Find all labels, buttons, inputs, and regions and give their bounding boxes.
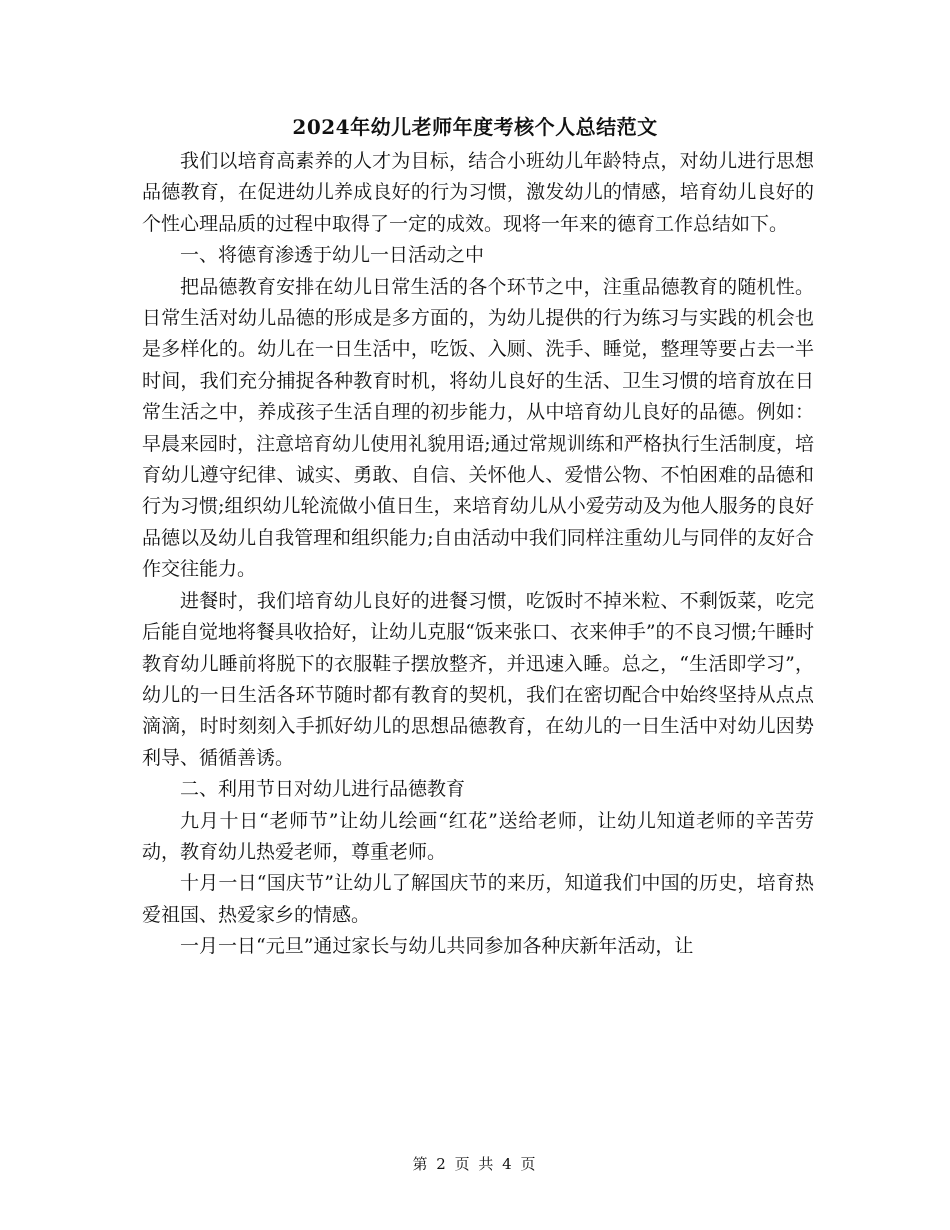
section-heading-2: 二、利用节日对幼儿进行品德教育: [180, 778, 466, 801]
section-heading-1: 一、将德育渗透于幼儿一日活动之中: [180, 244, 485, 267]
section-1-paragraph-1: 把品德教育安排在幼儿日常生活的各个环节之中，注重品德教育的随机性。日常生活对幼儿品德的形成是多方面的，为幼儿提供的行为练习与实践的机会也是多样化的。幼儿在一日生活中，吃饭、入厕、洗手、睡觉，整理等要占去一半时间，我们充分捕捉各种教育时机，将幼儿良好的生活、卫生习惯的培育放在日常生活之中，养成孩子生活自理的初步能力，从中培育幼儿良好的品德。例如：早晨来园时，注意培育幼儿使用礼貌用语;通过常规训练和严格执行生活制度，培育幼儿遵守纪律、诚实、勇敢、自信、关怀他人、爱惜公物、不怕困难的品德和行为习惯;组织幼儿轮流做小值日生，来培育幼儿从小爱劳动及为他人服务的良好品德以及幼儿自我管理和组织能力;自由活动中我们同样注重幼儿与同伴的友好合作交往能力。: [142, 275, 814, 581]
section-2-paragraph-1: 九月十日“老师节”让幼儿绘画“红花”送给老师，让幼儿知道老师的辛苦劳动，教育幼儿热爱老师，尊重老师。: [142, 809, 814, 863]
page-number: 第 2 页 共 4 页: [412, 1155, 538, 1173]
document-body: [142, 146, 814, 963]
section-1-paragraph-2: 进餐时，我们培育幼儿良好的进餐习惯，吃饭时不掉米粒、不剩饭菜，吃完后能自觉地将餐具收拾好，让幼儿克服“饭来张口、衣来伸手”的不良习惯;午睡时教育幼儿睡前将脱下的衣服鞋子摆放整齐，并迅速入睡。总之，“生活即学习”，幼儿的一日生活各环节随时都有教育的契机，我们在密切配合中始终坚持从点点滴滴，时时刻刻入手抓好幼儿的思想品德教育，在幼儿的一日生活中对幼儿因势利导、循循善诱。: [142, 589, 814, 769]
section-2-paragraph-3: 一月一日“元旦”通过家长与幼儿共同参加各种庆新年活动，让: [180, 935, 694, 958]
section-2-paragraph-2: 十月一日“国庆节”让幼儿了解国庆节的来历，知道我们中国的历史，培育热爱祖国、热爱家乡的情感。: [142, 872, 814, 926]
document-title: 2024年幼儿老师年度考核个人总结范文: [292, 115, 658, 139]
intro-paragraph: 我们以培育高素养的人才为目标，结合小班幼儿年龄特点，对幼儿进行思想品德教育，在促进幼儿养成良好的行为习惯，激发幼儿的情感，培育幼儿良好的个性心理品质的过程中取得了一定的成效。现将一年来的德育工作总结如下。: [142, 150, 814, 235]
